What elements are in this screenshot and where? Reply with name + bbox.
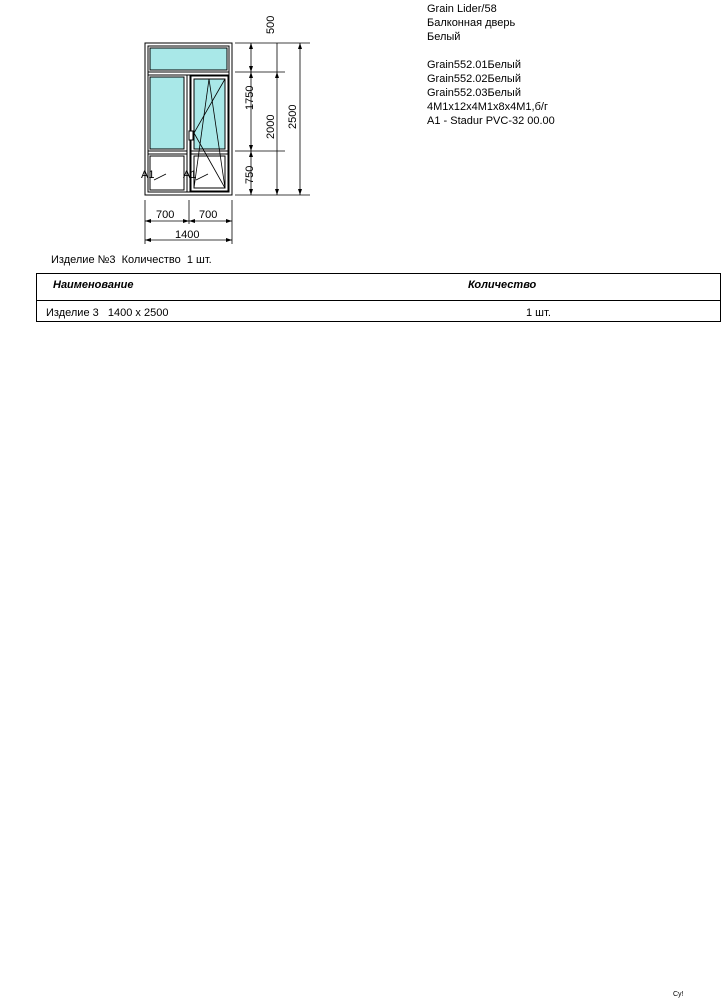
spec-line: Grain Lider/58 [427,3,497,15]
row-name: Изделие 3 1400 x 2500 [46,307,169,319]
header-quantity: Количество [468,279,537,291]
product-caption: Изделие №3 Количество 1 шт. [51,254,212,266]
dim-left-width: 700 [156,209,175,221]
spec-line: Grain552.03Белый [427,87,521,99]
spec-line: Grain552.01Белый [427,59,521,71]
dim-sash-height: 2000 [265,114,277,139]
left-glass [150,77,184,149]
door-handle [189,131,193,140]
door-glass [194,79,225,149]
dim-right-width: 700 [199,209,218,221]
window-door-drawing [130,8,310,248]
dim-bottom-height: 750 [244,165,256,184]
spec-line: Grain552.02Белый [427,73,521,85]
dim-total-width: 1400 [175,229,200,241]
spec-line: Белый [427,31,461,43]
transom-glass [150,48,227,70]
left-bottom-panel [150,156,184,190]
table-header [37,274,720,301]
dim-mid-height: 1750 [244,85,256,110]
header-name: Наименование [53,279,134,291]
items-table [36,273,721,322]
sash-label-left: A1 [141,169,155,181]
footer-mark: Су! [673,991,684,998]
sash-label-right: A1 [183,169,197,181]
dim-top-height: 500 [265,15,277,34]
spec-line: Балконная дверь [427,17,516,29]
product-spec [427,2,555,128]
dim-total-height: 2500 [287,104,299,129]
spec-line: A1 - Stadur PVC-32 00.00 [427,115,555,127]
spec-line: 4M1x12x4M1x8x4M1,б/г [427,101,548,113]
spec-spacer [427,44,555,58]
row-quantity: 1 шт. [526,307,551,319]
